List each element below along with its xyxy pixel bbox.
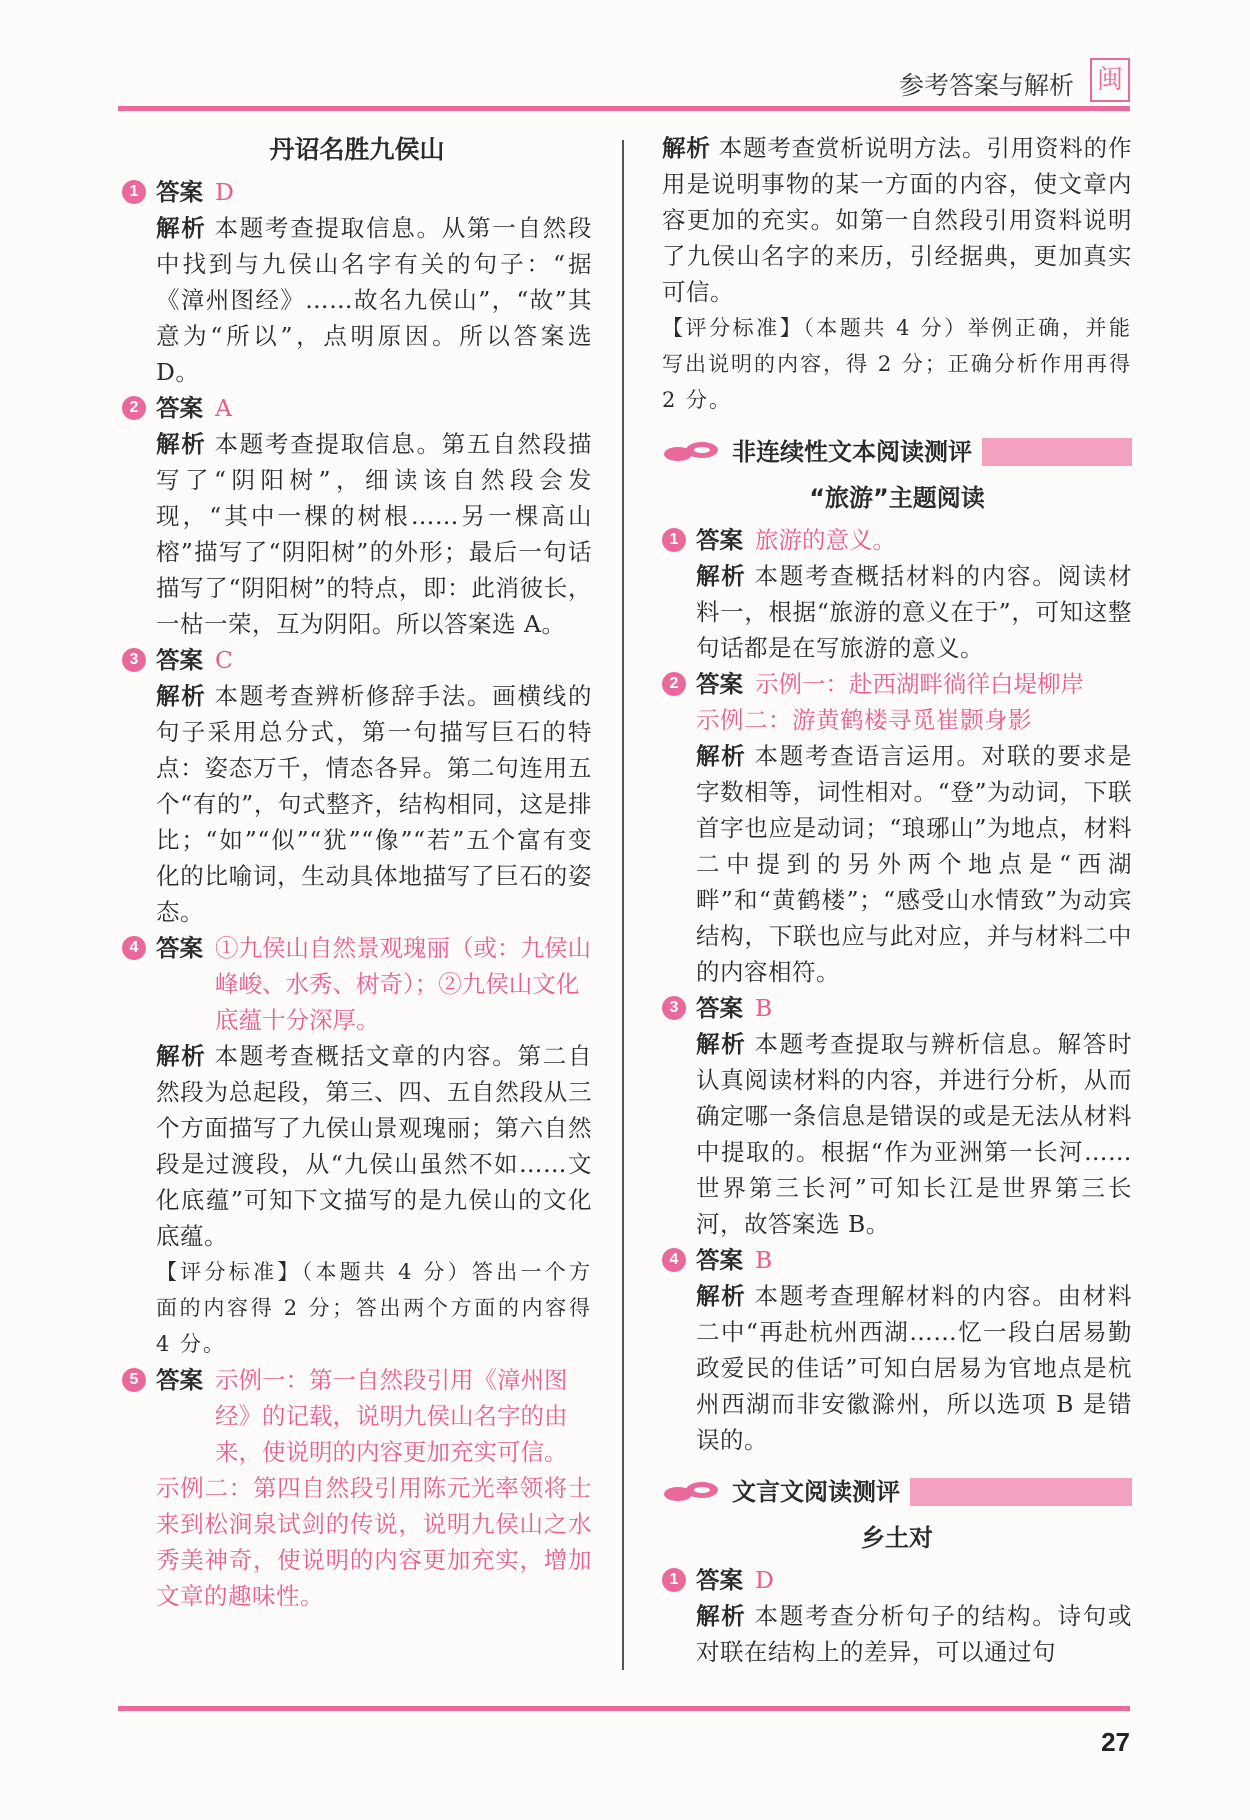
column-divider <box>622 140 624 1670</box>
question-5 <box>122 1362 592 1470</box>
analysis <box>122 678 592 930</box>
analysis <box>662 130 1132 310</box>
left-column <box>122 130 592 1614</box>
question-number-badge: 4 <box>662 1248 686 1272</box>
right-column <box>662 130 1132 1670</box>
question-2 <box>122 390 592 426</box>
section-band <box>662 434 1132 470</box>
analysis-text: 本题考查概括材料的内容。阅读材料一，根据“旅游的意义在于”，可知这整句话都是在写旅游的意义。 <box>696 562 1132 662</box>
header-title: 参考答案与解析 <box>898 71 1074 100</box>
analysis-text: 本题考查分析句子的结构。诗句或对联在结构上的差异，可以通过句 <box>696 1602 1132 1666</box>
question-number-badge: 3 <box>662 996 686 1020</box>
analysis <box>662 1598 1132 1670</box>
answer-text: D <box>755 1566 774 1594</box>
analysis <box>122 1038 592 1254</box>
analysis-label: 解析 <box>696 1282 747 1310</box>
answer-label: 答案 <box>696 1566 743 1594</box>
band-label: 文言文阅读测评 <box>732 1474 910 1510</box>
answer-text-2: 示例二：游黄鹤楼寻觅崔颢身影 <box>696 706 1032 734</box>
answer-text: B <box>755 1246 773 1274</box>
analysis-text: 本题考查提取信息。第五自然段描写了“阴阳树”，细读该自然段会发现，“其中一棵的树根……另一棵高山榕”描写了“阴阳树”的外形；最后一句话描写了“阴阳树”的特点，即：此消彼长，一枯一荣，互为阴阳。所以答案选 A。 <box>156 430 592 638</box>
analysis-text: 本题考查提取信息。从第一自然段中找到与九侯山名字有关的句子：“据《漳州图经》……故名九侯山”，“故”其意为“所以”，点明原因。所以答案选 D。 <box>156 214 592 386</box>
question-1 <box>662 522 1132 558</box>
analysis-label: 解析 <box>156 682 207 710</box>
analysis-label: 解析 <box>696 1030 747 1058</box>
question-number-badge: 1 <box>122 180 146 204</box>
answer-text: 示例一：赴西湖畔徜徉白堤柳岸 <box>755 670 1084 698</box>
book-icon <box>662 440 722 464</box>
analysis-text: 本题考查概括文章的内容。第二自然段为总起段，第三、四、五自然段从三个方面描写了九侯山景观瑰丽；第六自然段是过渡段，从“九侯山虽然不如……文化底蕴”可知下文描写的是九侯山的文化底蕴。 <box>156 1042 592 1250</box>
section-band <box>662 1474 1132 1510</box>
analysis-label: 解析 <box>696 562 747 590</box>
analysis-text: 本题考查赏析说明方法。引用资料的作用是说明事物的某一方面的内容，使文章内容更加的充实。如第一自然段引用资料说明了九侯山名字的来历，引经据典，更加真实可信。 <box>662 134 1133 306</box>
answer-label: 答案 <box>156 1366 203 1394</box>
book-icon <box>662 1480 722 1504</box>
page-number: 27 <box>1101 1727 1130 1757</box>
question-number-badge: 3 <box>122 648 146 672</box>
analysis <box>662 1026 1132 1242</box>
answer-label: 答案 <box>696 526 743 554</box>
question-4 <box>662 1242 1132 1278</box>
question-number-badge: 2 <box>122 396 146 420</box>
analysis-text: 本题考查辨析修辞手法。画横线的句子采用总分式，第一句描写巨石的特点：姿态万千，情态各异。第二句连用五个“有的”，句式整齐，结构相同，这是排比；“如”“似”“犹”“像”“若”五个富有变化的比喻词，生动具体地描写了巨石的姿态。 <box>156 682 592 926</box>
sub-title: “旅游”主题阅读 <box>809 484 985 512</box>
header-rule <box>118 106 1130 111</box>
question-3 <box>122 642 592 678</box>
answer-label: 答案 <box>156 394 203 422</box>
footer-rule <box>118 1706 1130 1711</box>
analysis-label: 解析 <box>696 1602 747 1630</box>
answer-text: ①九侯山自然景观瑰丽（或：九侯山峰峻、水秀、树奇）；②九侯山文化底蕴十分深厚。 <box>215 934 591 1034</box>
answer-label: 答案 <box>156 178 203 206</box>
question-3 <box>662 990 1132 1026</box>
analysis-text: 本题考查语言运用。对联的要求是字数相等，词性相对。“登”为动词，下联首字也应是动词；“琅琊山”为地点，材料二中提到的另外两个地点是“西湖畔”和“黄鹤楼”；“感受山水情致”为动宾结构，下联也应与此对应，并与材料二中的内容相符。 <box>696 742 1132 986</box>
answer-label: 答案 <box>696 1246 743 1274</box>
question-number-badge: 1 <box>662 528 686 552</box>
analysis <box>122 210 592 390</box>
answer-text: B <box>755 994 773 1022</box>
answer-text-2: 示例二：第四自然段引用陈元光率领将士来到松涧泉试剑的传说，说明九侯山之水秀美神奇，使说明的内容更加充实，增加文章的趣味性。 <box>156 1474 592 1610</box>
question-number-badge: 5 <box>122 1368 146 1392</box>
answer-label: 答案 <box>696 670 743 698</box>
scoring-standard: 【评分标准】（本题共 4 分）举例正确，并能写出说明的内容，得 2 分；正确分析作用再得 2 分。 <box>662 316 1132 412</box>
page-header <box>118 52 1130 108</box>
question-number-badge: 4 <box>122 936 146 960</box>
answer-text: A <box>215 394 232 422</box>
analysis <box>662 558 1132 666</box>
analysis-label: 解析 <box>156 214 207 242</box>
analysis <box>662 738 1132 990</box>
scoring-standard: 【评分标准】（本题共 4 分）答出一个方面的内容得 2 分；答出两个方面的内容得 4 分。 <box>156 1260 592 1356</box>
question-1 <box>122 174 592 210</box>
question-2 <box>662 666 1132 702</box>
analysis-text: 本题考查理解材料的内容。由材料二中“再赴杭州西湖……忆一段白居易勤政爱民的佳话”可知白居易为官地点是杭州西湖而非安徽滁州，所以选项 B 是错误的。 <box>696 1282 1132 1454</box>
band-label: 非连续性文本阅读测评 <box>732 434 982 470</box>
answer-text: D <box>215 178 234 206</box>
question-1 <box>662 1562 1132 1598</box>
answer-label: 答案 <box>696 994 743 1022</box>
analysis-label: 解析 <box>662 134 711 162</box>
analysis <box>662 1278 1132 1458</box>
answer-text: C <box>215 646 233 674</box>
section-title: 丹诏名胜九侯山 <box>269 135 445 164</box>
analysis-text: 本题考查提取与辨析信息。解答时认真阅读材料的内容，并进行分析，从而确定哪一条信息是错误的或是无法从材料中提取的。根据“作为亚洲第一长河……世界第三长河”可知长江是世界第三长河，故答案选 B。 <box>696 1030 1132 1238</box>
answer-label: 答案 <box>156 646 203 674</box>
analysis <box>122 426 592 642</box>
sub-title: 乡土对 <box>861 1524 933 1552</box>
analysis-label: 解析 <box>156 1042 207 1070</box>
header-badge: 闽 <box>1090 58 1130 102</box>
question-number-badge: 2 <box>662 672 686 696</box>
analysis-label: 解析 <box>156 430 207 458</box>
answer-text: 示例一：第一自然段引用《漳州图经》的记载，说明九侯山名字的由来，使说明的内容更加充实可信。 <box>215 1366 568 1466</box>
question-number-badge: 1 <box>662 1568 686 1592</box>
analysis-label: 解析 <box>696 742 747 770</box>
answer-label: 答案 <box>156 934 203 962</box>
answer-text: 旅游的意义。 <box>755 526 896 554</box>
question-4 <box>122 930 592 1038</box>
